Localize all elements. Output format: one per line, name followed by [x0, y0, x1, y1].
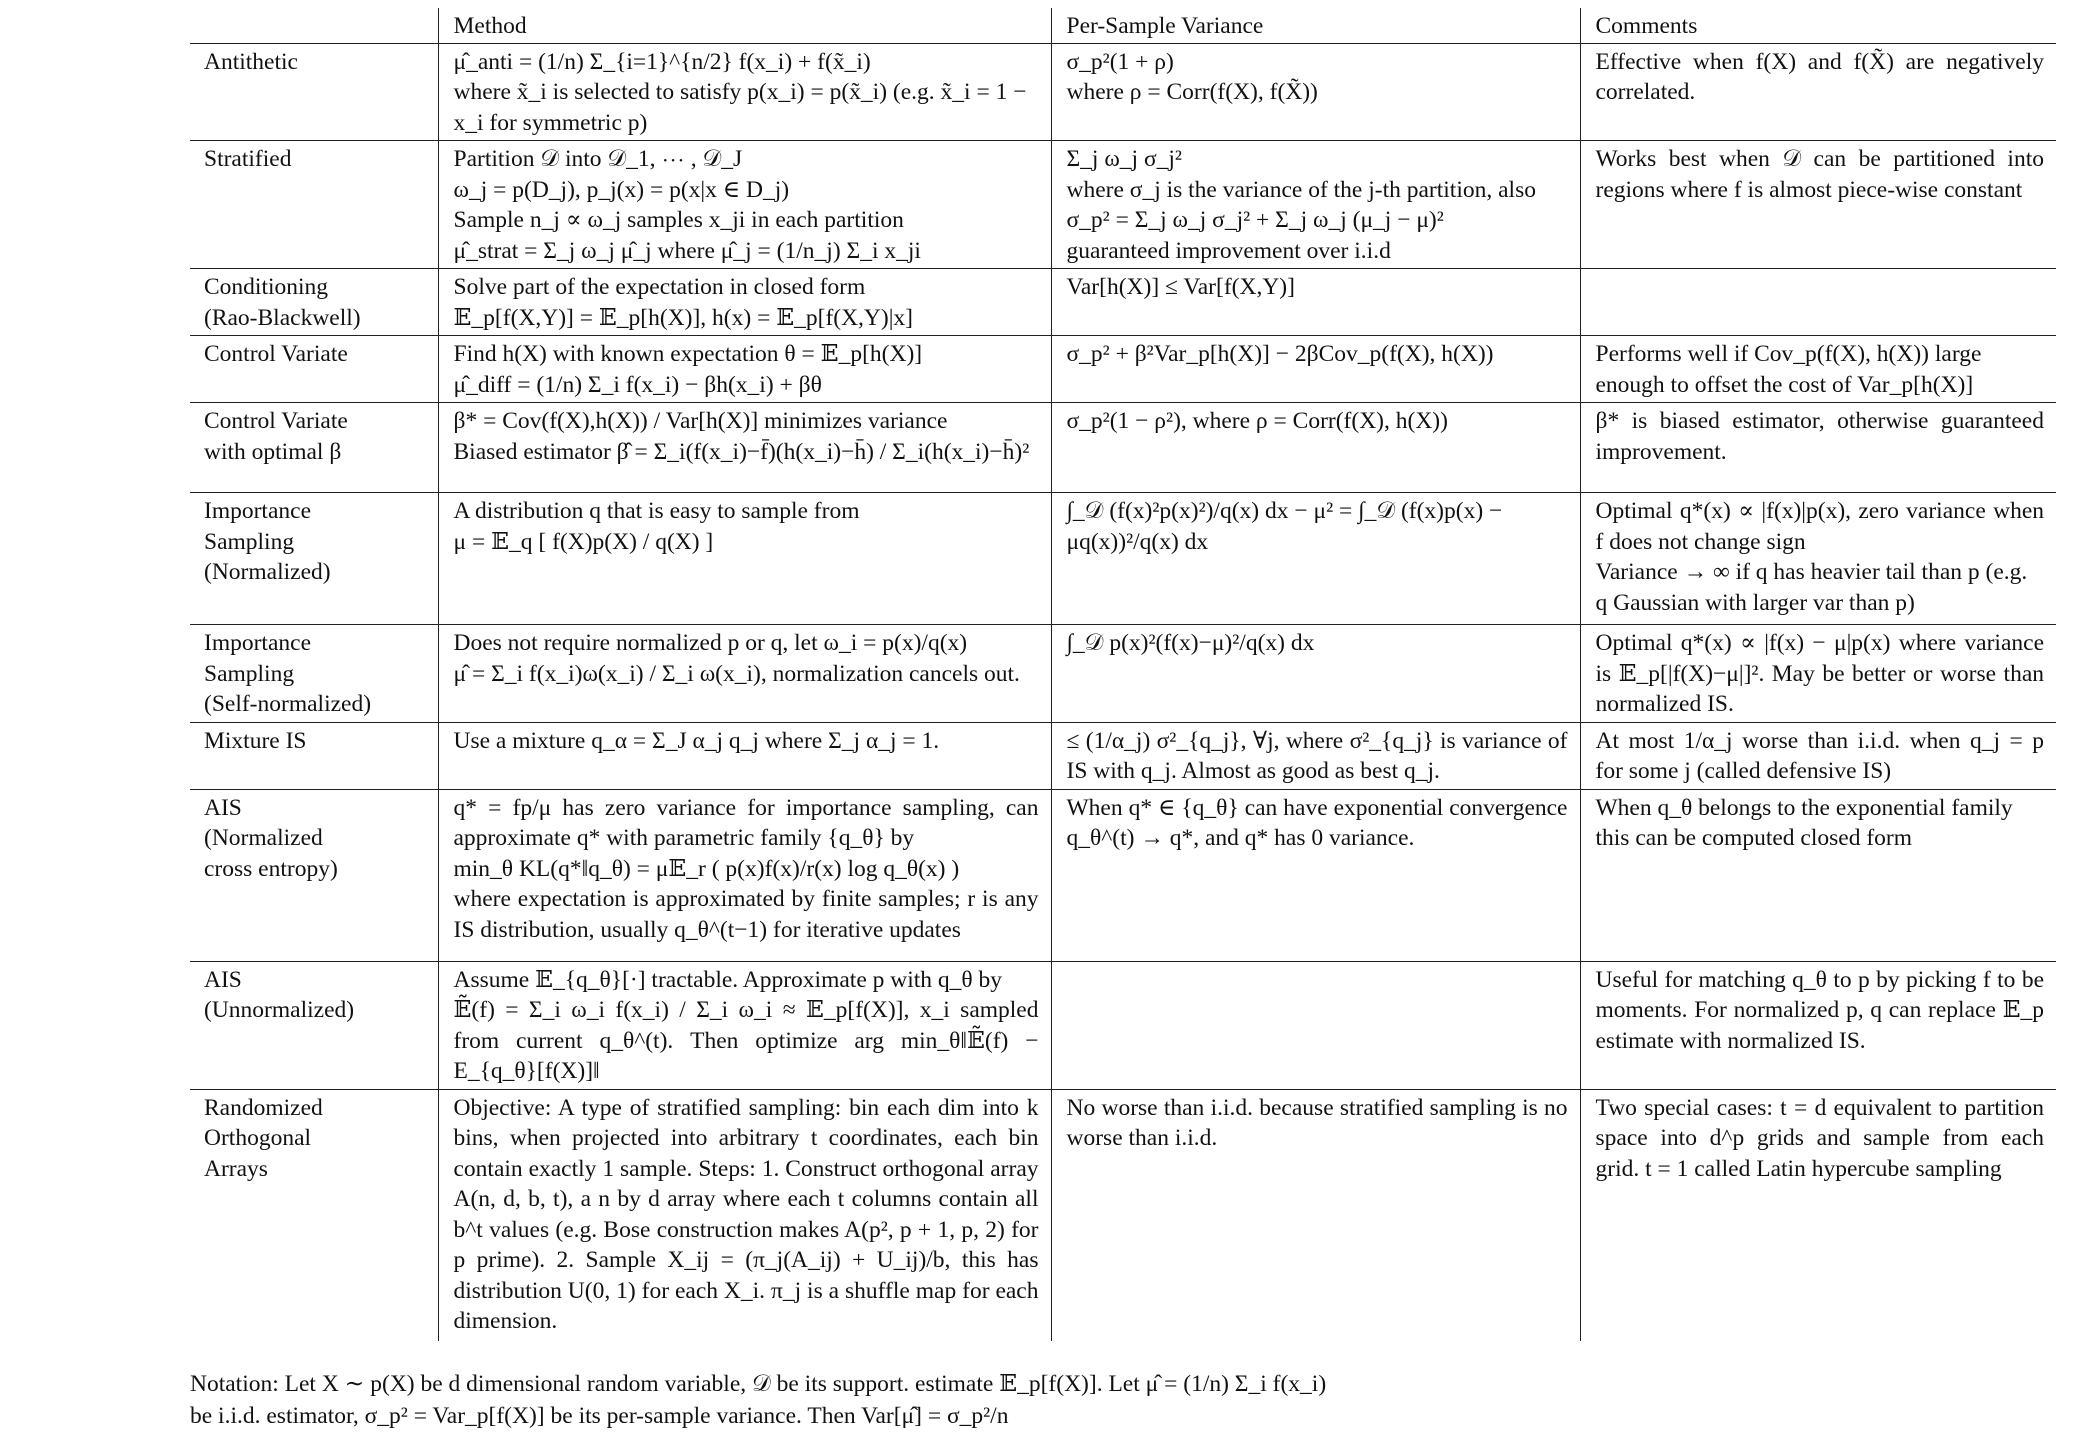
row-name [190, 493, 438, 625]
table-row [190, 269, 2056, 336]
table-row [190, 336, 2056, 403]
comment-cell [1580, 43, 2056, 141]
comment-cell [1580, 403, 2056, 493]
method-cell [438, 493, 1051, 625]
method-line: Partition 𝒟 into 𝒟_1, ⋯ , 𝒟_J [453, 146, 743, 172]
notation-footnote [190, 1368, 1490, 1432]
method-line: where x̃_i is selected to satisfy p(x_i) = p(x̃_i) (e.g. x̃_i = 1 − x_i for symmetric p) [453, 79, 1027, 136]
method-cell [438, 43, 1051, 141]
row-name-line: (Rao-Blackwell) [204, 304, 361, 331]
method-line: A distribution q that is easy to sample from [453, 498, 860, 524]
method-cell [438, 1089, 1051, 1341]
method-cell [438, 961, 1051, 1089]
table-row [190, 141, 2056, 269]
row-name [190, 336, 438, 403]
variance-line: ∫_𝒟 (f(x)²p(x)²)/q(x) dx − μ² = ∫_𝒟 (f(x)p(x) − μq(x))²/q(x) dx [1066, 498, 1503, 555]
row-name-line: cross entropy) [204, 855, 338, 882]
variance-line: ≤ (1/α_j) σ²_{q_j}, ∀j, where σ²_{q_j} is variance of IS with q_j. Almost as good as best q_j. [1066, 727, 1568, 784]
row-name [190, 269, 438, 336]
variance-line: where σ_j is the variance of the j-th partition, also σ_p² = Σ_j ω_j σ_j² + Σ_j ω_j (μ_j − μ)² [1066, 176, 1536, 233]
row-name-line: AIS [204, 794, 242, 821]
comment-cell [1580, 336, 2056, 403]
row-name-line: Mixture IS [204, 727, 307, 754]
comment-cell [1580, 141, 2056, 269]
method-line: min_θ KL(q*‖q_θ) = μ𝔼_r ( p(x)f(x)/r(x) log q_θ(x) ) [453, 855, 960, 882]
method-line: μ̂_anti = (1/n) Σ_{i=1}^{n/2} f(x_i) + f(x̃_i) [453, 48, 871, 75]
row-name [190, 789, 438, 961]
table-row [190, 722, 2056, 789]
method-line: μ̂_diff = (1/n) Σ_i f(x_i) − βh(x_i) + βθ [453, 371, 822, 398]
comment-cell [1580, 625, 2056, 723]
comment-line: When q_θ belongs to the exponential family this can be computed closed form [1595, 794, 2013, 851]
row-name-line: Stratified [204, 146, 292, 172]
table-row [190, 1089, 2056, 1341]
table-body [190, 43, 2056, 1341]
method-line: β* = Cov(f(X),h(X)) / Var[h(X)] minimizes variance [453, 408, 948, 434]
method-line: μ̂ = Σ_i f(x_i)ω(x_i) / Σ_i ω(x_i), normalization cancels out. [453, 660, 1020, 687]
row-name-line: Importance [204, 630, 312, 656]
method-line: Find h(X) with known expectation θ = 𝔼_p[h(X)] [453, 341, 923, 367]
variance-line: No worse than i.i.d. because stratified sampling is no worse than i.i.d. [1066, 1094, 1568, 1151]
variance-cell [1051, 336, 1580, 403]
row-name-line: Conditioning [204, 274, 329, 300]
variance-line: σ_p²(1 + ρ) [1066, 48, 1174, 75]
comment-cell [1580, 269, 2056, 336]
method-cell [438, 722, 1051, 789]
variance-line: where ρ = Corr(f(X), f(X̃)) [1066, 79, 1318, 105]
header-method: Method [438, 8, 1051, 43]
row-name-line: Antithetic [204, 48, 298, 75]
header-comments: Comments [1580, 8, 2056, 43]
row-name-line: AIS [204, 966, 242, 993]
row-name [190, 625, 438, 723]
row-name-line: (Self-normalized) [204, 691, 372, 717]
variance-cell [1051, 43, 1580, 141]
method-line: 𝔼_p[f(X,Y)] = 𝔼_p[h(X)], h(x) = 𝔼_p[f(X,Y)|x] [453, 304, 914, 331]
row-name-line: Randomized [204, 1094, 323, 1121]
variance-line: When q* ∈ {q_θ} can have exponential convergence q_θ^(t) → q*, and q* has 0 variance. [1066, 794, 1568, 851]
table-row [190, 789, 2056, 961]
table-row [190, 493, 2056, 625]
variance-line: Var[h(X)] ≤ Var[f(X,Y)] [1066, 274, 1295, 300]
method-cell [438, 789, 1051, 961]
variance-line: guaranteed improvement over i.i.d [1066, 237, 1391, 264]
row-name-line: Orthogonal [204, 1125, 312, 1151]
variance-line: Σ_j ω_j σ_j² [1066, 146, 1182, 172]
comment-cell [1580, 789, 2056, 961]
comment-line: Optimal q*(x) ∝ |f(x)|p(x), zero variance when f does not change sign [1595, 498, 2044, 555]
row-name [190, 43, 438, 141]
row-name-line: Sampling [204, 660, 295, 687]
methods-table-container [190, 8, 2056, 1341]
method-line: Solve part of the expectation in closed form [453, 274, 866, 300]
comment-line: Effective when f(X) and f(X̃) are negatively correlated. [1595, 48, 2044, 105]
comment-cell [1580, 1089, 2056, 1341]
row-name [190, 403, 438, 493]
variance-line: ∫_𝒟 p(x)²(f(x)−μ)²/q(x) dx [1066, 630, 1315, 656]
header-name [190, 8, 438, 43]
comment-cell [1580, 722, 2056, 789]
comment-line: At most 1/α_j worse than i.i.d. when q_j = p for some j (called defensive IS) [1595, 727, 2044, 784]
row-name-line: (Normalized) [204, 559, 331, 585]
method-cell [438, 625, 1051, 723]
method-line: Objective: A type of stratified sampling: bin each dim into k bins, when projected into arbitrary t coordinates, each bin contain exactly 1 sample. Steps: 1. Construct orthogonal array A(n, d, b, t), a n by d array where each t columns contain all b^t values (e.g. Bose construction makes A(p², p + 1, p, 2) for p prime). 2. Sample X_ij = (π_j(A_ij) + U_ij)/b, this has distribution U(0, 1) for each X_i. π_j is a shuffle map for each dimension. [453, 1094, 1039, 1334]
comment-line: Variance → ∞ if q has heavier tail than p (e.g. q Gaussian with larger var than p) [1595, 559, 2028, 616]
method-cell [438, 269, 1051, 336]
table-row [190, 403, 2056, 493]
row-name-line: (Unnormalized) [204, 997, 355, 1023]
row-name-line: Importance [204, 498, 312, 524]
comment-cell [1580, 961, 2056, 1089]
header-variance: Per-Sample Variance [1051, 8, 1580, 43]
method-line: ω_j = p(D_j), p_j(x) = p(x|x ∈ D_j) [453, 176, 790, 203]
variance-line: σ_p² + β²Var_p[h(X)] − 2βCov_p(f(X), h(X)) [1066, 341, 1494, 367]
method-line: 𝔼̃(f) = Σ_i ω_i f(x_i) / Σ_i ω_i ≈ 𝔼_p[f(X)], x_i sampled from current q_θ^(t). Then optimize arg min_θ‖𝔼̃(f) − E_{q_θ}[f(X)]‖ [453, 997, 1039, 1084]
variance-cell [1051, 141, 1580, 269]
method-cell [438, 336, 1051, 403]
method-line: Sample n_j ∝ ω_j samples x_ji in each partition [453, 207, 904, 233]
row-name-line: Control Variate [204, 408, 348, 434]
comment-line: β* is biased estimator, otherwise guaranteed improvement. [1595, 408, 2044, 465]
variance-cell [1051, 789, 1580, 961]
method-cell [438, 403, 1051, 493]
table-row [190, 43, 2056, 141]
row-name [190, 722, 438, 789]
table-row [190, 961, 2056, 1089]
method-line: Use a mixture q_α = Σ_J α_j q_j where Σ_j α_j = 1. [453, 727, 940, 754]
comment-line: Optimal q*(x) ∝ |f(x) − μ|p(x) where variance is 𝔼_p[|f(X)−μ|]². May be better or worse than normalized IS. [1595, 630, 2044, 717]
footnote-line-2: be i.i.d. estimator, σ_p² = Var_p[f(X)] be its per-sample variance. Then Var[μ̂] = σ_p²/n [190, 1403, 1009, 1429]
comment-line: Two special cases: t = d equivalent to partition space into d^p grids and sample from each grid. t = 1 called Latin hypercube sampling [1595, 1094, 2044, 1182]
variance-cell [1051, 625, 1580, 723]
variance-cell [1051, 269, 1580, 336]
comment-line: Useful for matching q_θ to p by picking f to be moments. For normalized p, q can replace 𝔼_p estimate with normalized IS. [1595, 966, 2044, 1054]
row-name-line: Arrays [204, 1155, 268, 1182]
row-name-line: with optimal β [204, 438, 342, 465]
table-header [190, 8, 2056, 43]
table-row [190, 625, 2056, 723]
variance-cell [1051, 722, 1580, 789]
variance-line: σ_p²(1 − ρ²), where ρ = Corr(f(X), h(X)) [1066, 408, 1448, 434]
row-name-line: Control Variate [204, 341, 348, 367]
variance-cell [1051, 403, 1580, 493]
method-cell [438, 141, 1051, 269]
method-line: Does not require normalized p or q, let ω_i = p(x)/q(x) [453, 630, 968, 656]
variance-reduction-table [190, 8, 2056, 1341]
method-line: μ = 𝔼_q [ f(X)p(X) / q(X) ] [453, 528, 714, 555]
method-line: q* = fp/μ has zero variance for importance sampling, can approximate q* with parametric family {q_θ} by [453, 794, 1039, 851]
comment-cell [1580, 493, 2056, 625]
variance-cell [1051, 493, 1580, 625]
variance-cell [1051, 961, 1580, 1089]
comment-line: Works best when 𝒟 can be partitioned into regions where f is almost piece-wise constant [1595, 146, 2044, 203]
method-line: Biased estimator β̂ = Σ_i(f(x_i)−f̄)(h(x_i)−h̄) / Σ_i(h(x_i)−h̄)² [453, 438, 1030, 465]
row-name [190, 141, 438, 269]
row-name [190, 1089, 438, 1341]
method-line: where expectation is approximated by finite samples; r is any IS distribution, usually q_θ^(t−1) for iterative updates [453, 886, 1039, 943]
method-line: μ̂_strat = Σ_j ω_j μ̂_j where μ̂_j = (1/n_j) Σ_i x_ji [453, 237, 921, 264]
method-line: Assume 𝔼_{q_θ}[·] tractable. Approximate p with q_θ by [453, 966, 1003, 993]
row-name-line: (Normalized [204, 825, 323, 851]
row-name-line: Sampling [204, 528, 295, 555]
variance-cell [1051, 1089, 1580, 1341]
footnote-line-1: Notation: Let X ∼ p(X) be d dimensional random variable, 𝒟 be its support. estimate 𝔼_p[f(X)]. Let μ̂ = (1/n) Σ_i f(x_i) [190, 1371, 1327, 1397]
comment-line: Performs well if Cov_p(f(X), h(X)) large enough to offset the cost of Var_p[h(X)] [1595, 341, 1982, 398]
row-name [190, 961, 438, 1089]
